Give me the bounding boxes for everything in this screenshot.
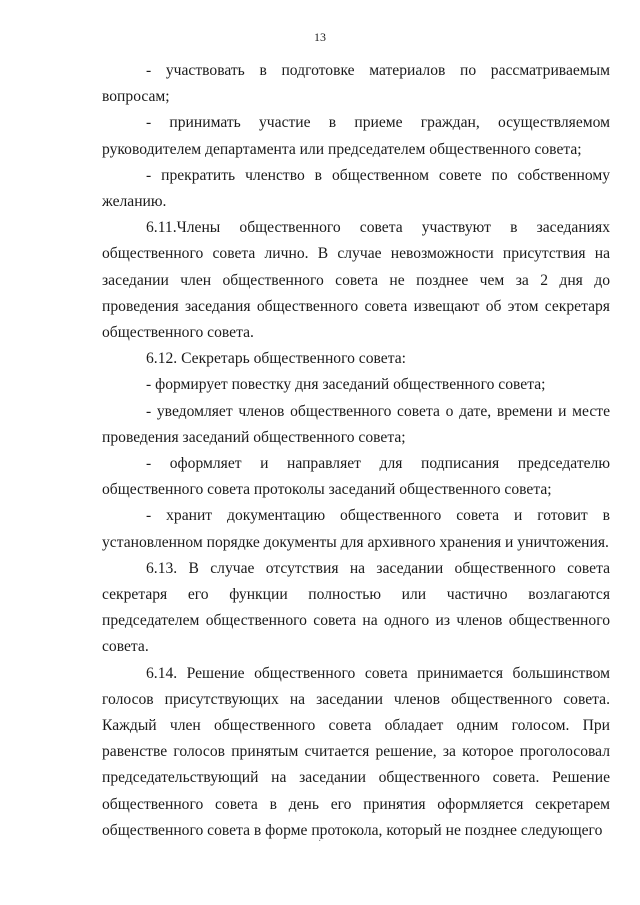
page-number: 13 (314, 30, 326, 44)
paragraph-notify-members: - уведомляет членов общественного совета о дате, времени и месте проведения заседаний общественного совета; (102, 402, 610, 446)
paragraph-6-12-heading: 6.12. Секретарь общественного совета: (146, 350, 406, 368)
paragraph-terminate-membership: - прекратить членство в общественном совете по собственному желанию. (102, 166, 610, 211)
paragraph-archive: - хранит документацию общественного совета и готовит в установленном порядке документы для архивного хранения и уничтожения. (102, 507, 610, 551)
paragraph-6-13: 6.13. В случае отсутствия на заседании общественного совета секретаря его функции полностью или частично возлагаются председателем общественного совета на одного из членов общественного совета. (102, 559, 610, 656)
paragraph-6-14: 6.14. Решение общественного совета принимается большинством голосов присутствующих на заседании членов общественного совета. Каждый член общественного совета обладает одним голосом. При равенстве голосов принятым считается решение, за которое проголосовал председательствующий на заседании общественного совета. Решение общественного совета в день его принятия оформляется секретарем общественного совета в форме протокола, который не позднее следующего (102, 664, 610, 839)
paragraph-protocols: - оформляет и направляет для подписания председателю общественного совета протоколы заседаний общественного совета; (102, 455, 610, 499)
scan-dot: · (318, 836, 322, 847)
paragraph-6-11: 6.11.Члены общественного совета участвуют в заседаниях общественного совета лично. В случае невозможности присутствия на заседании член общественного совета не позднее чем за 2 дня до проведения заседания общественного совета извещают об этом секретаря общественного совета. (102, 219, 610, 342)
document-body (102, 58, 610, 844)
paragraph-agenda: - формирует повестку дня заседаний общественного совета; (146, 376, 546, 394)
paragraph-participate-materials: - участвовать в подготовке материалов по рассматриваемым вопросам; (102, 62, 610, 106)
paragraph-receive-citizens: - принимать участие в приеме граждан, осуществляемом руководителем департамента или председателем общественного совета; (102, 114, 610, 158)
